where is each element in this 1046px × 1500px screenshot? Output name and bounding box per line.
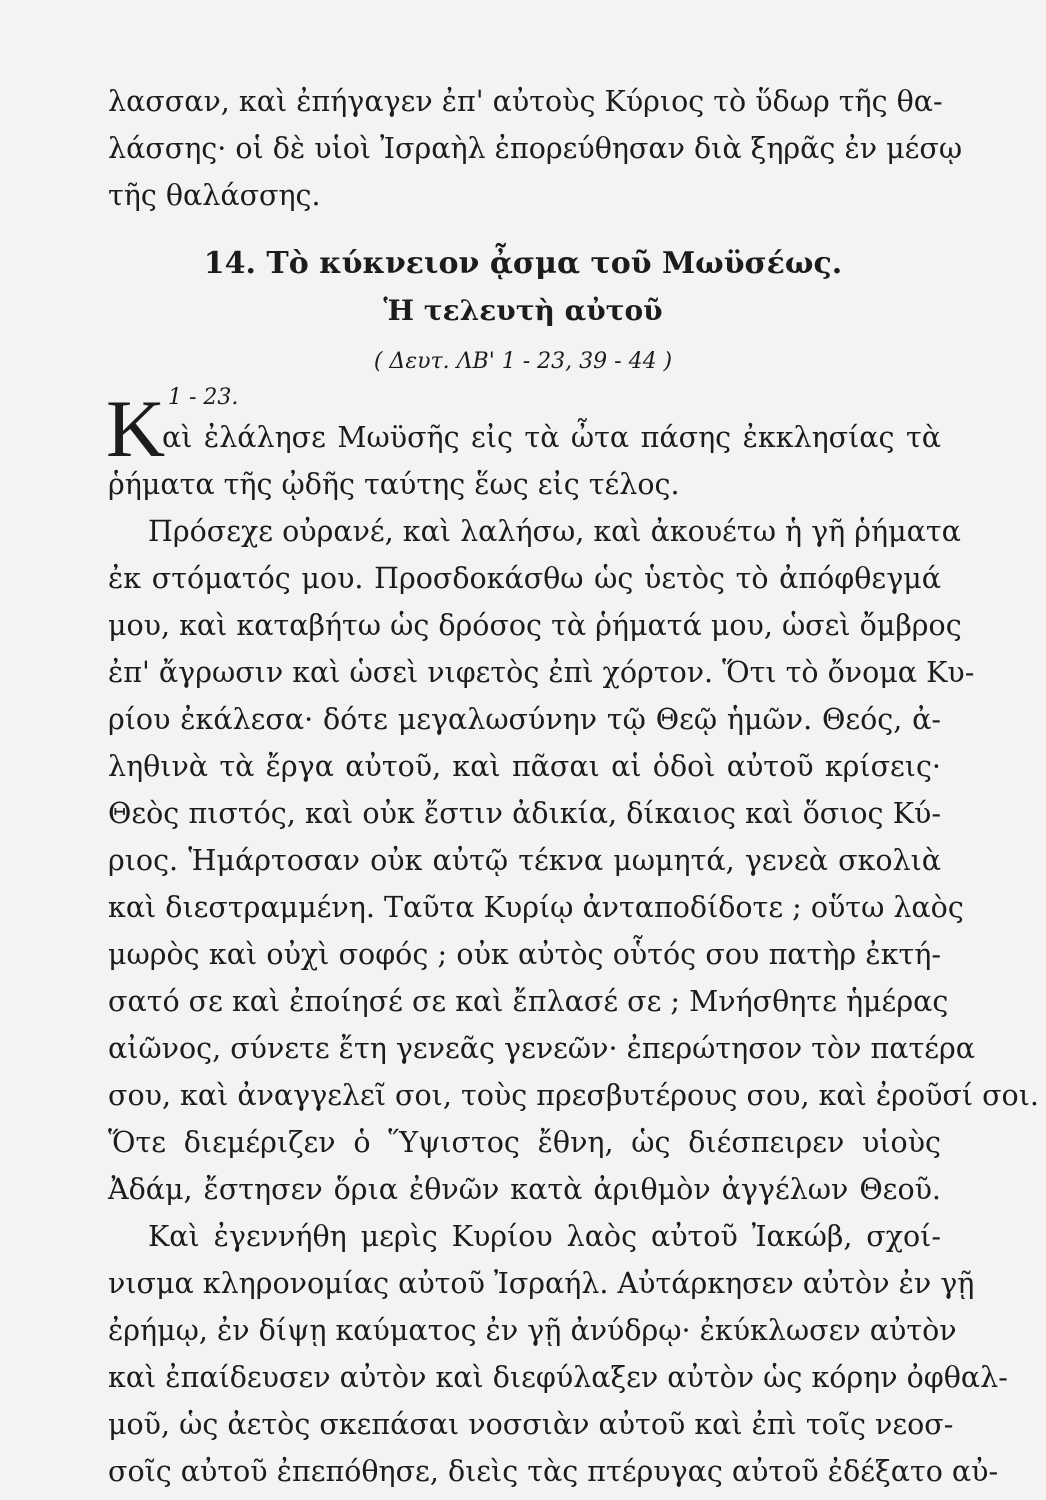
text-line: ῥήματα τῆς ᾠδῆς ταύτης ἕως εἰς τέλος.	[108, 468, 680, 501]
text-line: λάσσης· οἱ δὲ υἱοὶ Ἰσραὴλ ἐπορεύθησαν διὰ ξηρᾶς ἐν μέσῳ	[108, 132, 963, 165]
text-line: Πρόσεχε οὐρανέ, καὶ λαλήσω, καὶ ἀκουέτω ἡ γῆ ῥήματα	[148, 515, 961, 548]
text-line: Καὶ ἐγεννήθη μερὶς Κυρίου λαὸς αὐτοῦ Ἰακώβ, σχοί-	[148, 1220, 941, 1253]
drop-cap: K	[106, 383, 166, 474]
text-line: μου, καὶ καταβήτω ὡς δρόσος τὰ ῥήματά μου, ὡσεὶ ὄμβρος	[108, 609, 962, 642]
text-line: σατό σε καὶ ἐποίησέ σε καὶ ἔπλασέ σε ; Μνήσθητε ἡμέρας	[108, 985, 949, 1018]
text-line: τῆς θαλάσσης.	[108, 179, 321, 212]
text-line: σου, καὶ ἀναγγελεῖ σοι, τοὺς πρεσβυτέρους σου, καὶ ἐροῦσί σοι.	[108, 1079, 1039, 1112]
text-line: αἰῶνος, σύνετε ἔτη γενεᾶς γενεῶν· ἐπερώτησον τὸν πατέρα	[108, 1032, 976, 1065]
text-line: Ἀδάμ, ἔστησεν ὅρια ἐθνῶν κατὰ ἀριθμὸν ἀγγέλων Θεοῦ.	[108, 1173, 941, 1206]
text-line: ριος. Ἡμάρτοσαν οὐκ αὐτῷ τέκνα μωμητά, γενεὰ σκολιὰ	[108, 844, 941, 877]
text-line: ληθινὰ τὰ ἔργα αὐτοῦ, καὶ πᾶσαι αἱ ὁδοὶ αὐτοῦ κρίσεις·	[108, 750, 941, 783]
scripture-reference: ( Δευτ. ΛΒ' 1 - 23, 39 - 44 )	[373, 349, 673, 374]
text-line: μωρὸς καὶ οὐχὶ σοφός ; οὐκ αὐτὸς οὗτός σου πατὴρ ἐκτή-	[108, 938, 941, 971]
text-line: Θεὸς πιστός, καὶ οὐκ ἔστιν ἀδικία, δίκαιος καὶ ὅσιος Κύ-	[108, 797, 941, 830]
text-line: καὶ ἐπαίδευσεν αὐτὸν καὶ διεφύλαξεν αὐτὸν ὡς κόρην ὀφθαλ-	[108, 1361, 1008, 1394]
text-line: λασσαν, καὶ ἐπήγαγεν ἐπ' αὐτοὺς Κύριος τὸ ὕδωρ τῆς θα-	[108, 85, 943, 118]
text-line: ἐπ' ἄγρωσιν καὶ ὡσεὶ νιφετὸς ἐπὶ χόρτον. Ὅτι τὸ ὄνομα Κυ-	[108, 656, 975, 689]
text-line: ρίου ἐκάλεσα· δότε μεγαλωσύνην τῷ Θεῷ ἡμῶν. Θεός, ἀ-	[108, 703, 941, 736]
text-line: νισμα κληρονομίας αὐτοῦ Ἰσραήλ. Αὐτάρκησεν αὐτὸν ἐν γῇ	[108, 1267, 975, 1300]
verse-range: 1 - 23.	[168, 385, 239, 410]
section-subheading: Ἡ τελευτὴ αὐτοῦ	[383, 294, 663, 327]
text-line: ἐρήμῳ, ἐν δίψῃ καύματος ἐν γῇ ἀνύδρῳ· ἐκύκλωσεν αὐτὸν	[108, 1314, 957, 1347]
text-line: ἐκ στόματός μου. Προσδοκάσθω ὡς ὑετὸς τὸ ἀπόφθεγμά	[108, 562, 941, 595]
text-line: Ὅτε διεμέριζεν ὁ Ὕψιστος ἔθνη, ὡς διέσπειρεν υἱοὺς	[108, 1126, 941, 1159]
text-line: καὶ διεστραμμένη. Ταῦτα Κυρίῳ ἀνταποδίδοτε ; οὕτω λαὸς	[108, 891, 964, 924]
text-line: αὶ ἐλάλησε Μωϋσῆς εἰς τὰ ὦτα πάσης ἐκκλησίας τὰ	[162, 421, 941, 454]
section-heading: 14. Τὸ κύκνειον ᾆσμα τοῦ Μωϋσέως.	[203, 246, 843, 281]
text-line: σοῖς αὐτοῦ ἐπεπόθησε, διεὶς τὰς πτέρυγας αὐτοῦ ἐδέξατο αὐ-	[108, 1455, 999, 1488]
text-line: μοῦ, ὡς ἀετὸς σκεπάσαι νοσσιὰν αὐτοῦ καὶ ἐπὶ τοῖς νεοσ-	[108, 1408, 954, 1441]
